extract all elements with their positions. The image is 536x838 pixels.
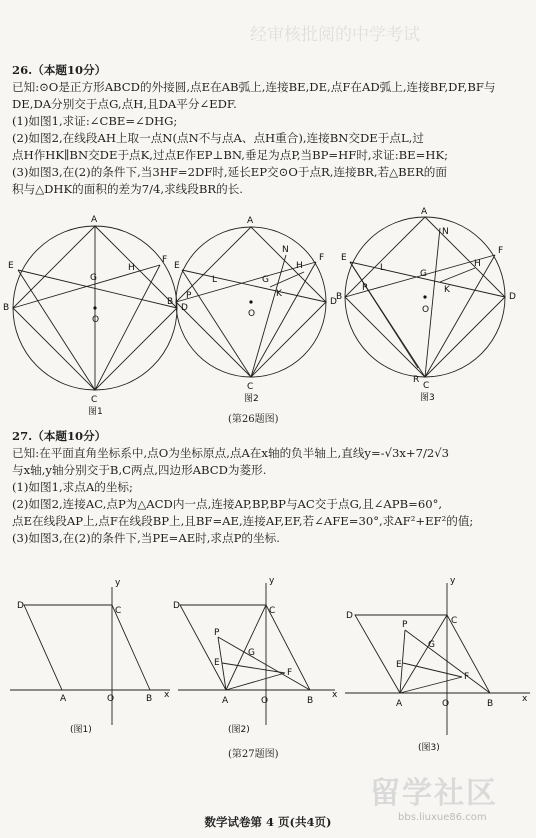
label-L: L — [212, 275, 218, 285]
label-F: F — [464, 672, 470, 682]
label-A: A — [396, 699, 403, 709]
problem26-line: (3)如图3,在(2)的条件下,当3HF=2DF时,延长EP交⊙O于点R,连接BR,若△BER的面 — [12, 165, 447, 179]
page-footer: 数学试卷第 4 页(共4页) — [204, 815, 332, 829]
label-C: C — [451, 616, 458, 626]
label-G: G — [428, 640, 435, 650]
label-E: E — [396, 660, 402, 670]
label-F: F — [287, 668, 293, 678]
problem27-line: 点E在线段AP上,点F在线段BP上,且BF=AE,连接AF,EF,若∠AFE=30°,求AF²+EF²的值; — [12, 514, 474, 528]
watermark: 经审核批阅的中学考试 — [250, 25, 420, 45]
label-B: B — [3, 303, 10, 313]
problem26-line: (1)如图1,求证:∠CBE=∠DHG; — [12, 114, 178, 128]
label-G: G — [420, 269, 427, 279]
label-E: E — [214, 658, 220, 668]
label-N: N — [282, 245, 289, 255]
label-R: R — [413, 375, 420, 385]
problem27-line: (3)如图3,在(2)的条件下,当PE=AE时,求点P的坐标. — [12, 531, 280, 545]
label-O: O — [107, 694, 115, 704]
problem27-line: 与x轴,y轴分别交于B,C两点,四边形ABCD为菱形. — [12, 463, 267, 477]
label-A: A — [222, 696, 229, 706]
label-B: B — [487, 699, 494, 709]
label-K: K — [444, 285, 450, 295]
label-P: P — [214, 628, 220, 638]
fig-caption: 图3 — [420, 393, 435, 403]
label-E: E — [8, 261, 14, 271]
label-F: F — [498, 246, 504, 256]
label-D: D — [173, 601, 180, 611]
problem26-text — [12, 62, 524, 198]
label-N: N — [442, 227, 449, 237]
label-H: H — [128, 263, 135, 273]
logo-text: 留学社区 — [370, 776, 498, 811]
problem27-figure-caption: (第27题图) — [228, 749, 279, 760]
label-F: F — [162, 255, 168, 265]
label-E: E — [341, 253, 347, 263]
problem27-line: (2)如图2,连接AC,点P为△ACD内一点,连接AP,BP,BP与AC交于点G,且∠APB=60°, — [12, 497, 443, 511]
label-P: P — [402, 620, 408, 630]
problem26-title: 26.（本题10分） — [12, 63, 107, 77]
problem27-line: 已知:在平面直角坐标系中,点O为坐标原点,点A在x轴的负半轴上,直线y=-√3x+7/2√3 — [12, 446, 450, 460]
label-y: y — [269, 576, 275, 586]
label-O: O — [442, 699, 450, 709]
label-L: L — [380, 263, 386, 273]
label-E: E — [174, 261, 180, 271]
label-C: C — [423, 381, 430, 391]
fig-caption: (图2) — [228, 725, 250, 735]
fig-caption: (图1) — [70, 725, 92, 735]
label-G: G — [90, 273, 97, 283]
label-A: A — [421, 207, 428, 217]
problem26-line: 积与△DHK的面积的差为7/4,求线段BR的长. — [12, 182, 243, 196]
label-P: P — [362, 283, 368, 293]
label-O: O — [422, 305, 430, 315]
logo-url: bbs.liuxue86.com — [398, 812, 487, 823]
problem26-figure-caption: (第26题图) — [228, 414, 279, 425]
label-A: A — [91, 215, 98, 225]
label-A: A — [247, 216, 254, 226]
problem26-line: 点H作HK∥BN交DE于点K,过点E作EP⊥BN,垂足为点P,当BP=HF时,求证:BE=HK; — [12, 148, 449, 162]
label-B: B — [336, 292, 343, 302]
label-O: O — [248, 309, 256, 319]
problem26-line: (2)如图2,在线段AH上取一点N(点N不与点A、点H重合),连接BN交DE于点L,过 — [12, 131, 424, 145]
problem27-text — [12, 428, 524, 547]
label-H: H — [296, 261, 303, 271]
label-C: C — [115, 606, 122, 616]
problem27-figures — [0, 575, 536, 760]
fig-caption: 图1 — [88, 407, 103, 417]
label-F: F — [319, 253, 325, 263]
label-B: B — [307, 696, 314, 706]
label-P: P — [186, 291, 192, 301]
problem26-line: DE,DA分别交于点G,点H,且DA平分∠EDF. — [12, 97, 237, 111]
problem27-title: 27.（本题10分） — [12, 429, 107, 443]
problem26-figures — [0, 207, 536, 417]
label-D: D — [346, 611, 353, 621]
label-D: D — [17, 601, 24, 611]
label-H: H — [474, 259, 481, 269]
label-C: C — [247, 382, 254, 392]
label-C: C — [269, 606, 276, 616]
label-D: D — [330, 297, 337, 307]
label-A: A — [60, 694, 67, 704]
label-O: O — [92, 315, 100, 325]
label-B: B — [146, 694, 153, 704]
problem26-line: 已知:⊙O是正方形ABCD的外接圆,点E在AB弧上,连接BE,DE,点F在AD弧上,连接BF,DF,BF与 — [12, 80, 496, 94]
label-B: B — [167, 297, 174, 307]
label-x: x — [164, 690, 170, 700]
label-O: O — [261, 696, 269, 706]
label-x: x — [332, 690, 338, 700]
label-D: D — [181, 303, 188, 313]
fig-caption: 图2 — [244, 394, 259, 404]
label-C: C — [91, 395, 98, 405]
label-G: G — [248, 648, 255, 658]
label-K: K — [276, 289, 282, 299]
fig-caption: (图3) — [418, 743, 440, 753]
label-G: G — [262, 275, 269, 285]
label-y: y — [115, 578, 121, 588]
label-y: y — [450, 576, 456, 586]
label-D: D — [509, 292, 516, 302]
problem27-line: (1)如图1,求点A的坐标; — [12, 480, 133, 494]
label-x: x — [522, 694, 528, 704]
